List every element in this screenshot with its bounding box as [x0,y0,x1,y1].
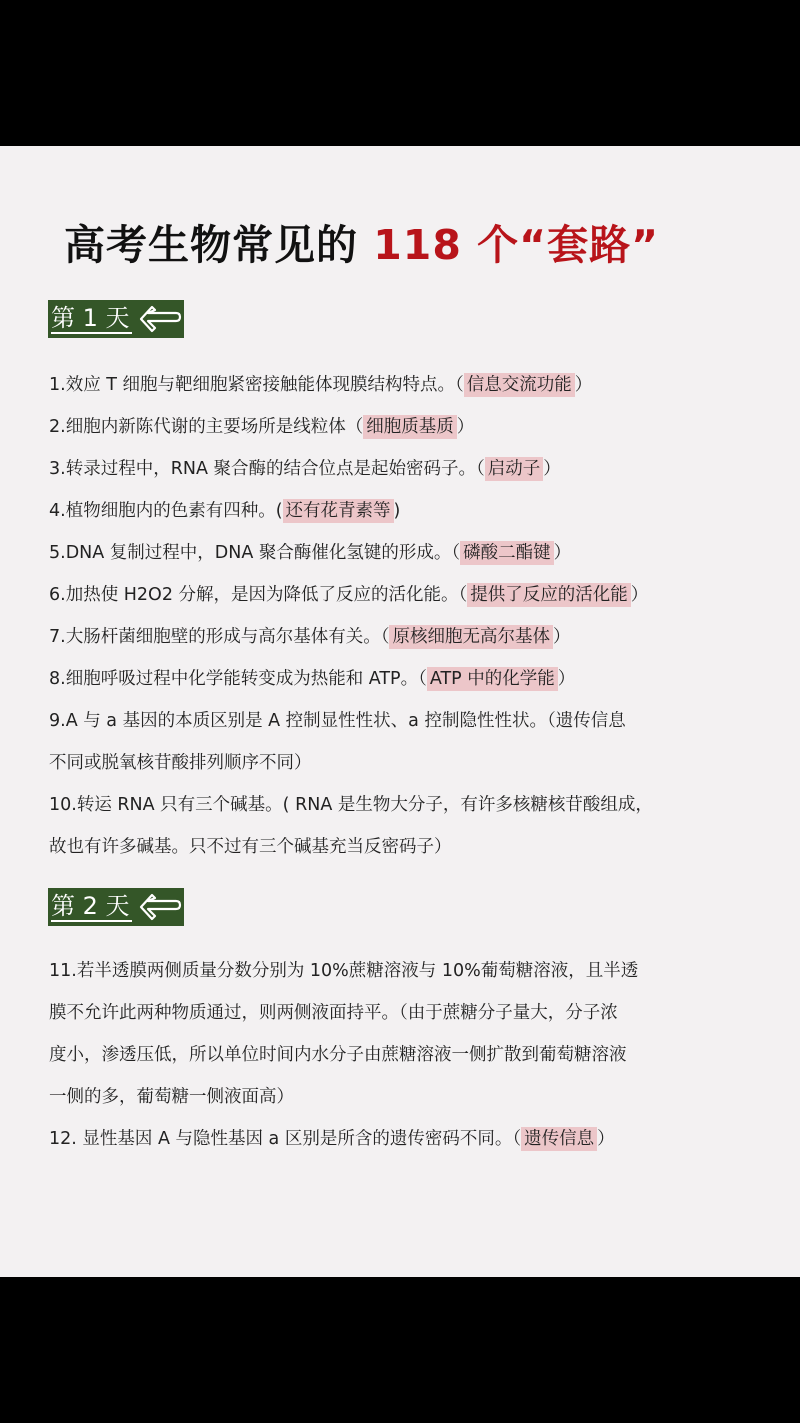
day-1-badge [48,300,184,338]
document-page [0,146,800,1277]
day-label: 第 1 天 [51,304,130,332]
highlight: 提供了反应的活化能 [467,583,631,607]
list-item: 5.DNA 复制过程中，DNA 聚合酶催化氢键的形成。（ 磷酸二酯键 ） [49,543,572,563]
arrow-left-icon [138,892,182,922]
list-item: 6.加热使 H2O2 分解，是因为降低了反应的活化能。（ 提供了反应的活化能 ） [49,585,649,605]
highlight: 原核细胞无高尔基体 [389,625,553,649]
page-title [64,212,659,271]
day-label: 第 2 天 [51,892,130,920]
highlight: 遗传信息 [521,1127,597,1151]
highlight: 信息交流功能 [464,373,575,397]
list-item: 4.植物细胞内的色素有四种。( 还有花青素等 ) [49,501,401,521]
list-item: 12. 显性基因 A 与隐性基因 a 区别是所含的遗传密码不同。（ 遗传信息 ） [49,1129,615,1149]
list-item: 一侧的多，葡萄糖一侧液面高） [49,1087,294,1107]
list-item: 9.A 与 a 基因的本质区别是 A 控制显性性状、a 控制隐性性状。（遗传信息 [49,711,626,731]
list-item: 度小，渗透压低，所以单位时间内水分子由蔗糖溶液一侧扩散到葡萄糖溶液 [49,1045,627,1065]
list-item: 2.细胞内新陈代谢的主要场所是线粒体（ 细胞质基质 ） [49,417,475,437]
arrow-left-icon [138,304,182,334]
highlight: 启动子 [485,457,544,481]
highlight: 细胞质基质 [363,415,457,439]
list-item: 膜不允许此两种物质通过，则两侧液面持平。（由于蔗糖分子量大，分子浓 [49,1003,618,1023]
day-2-badge [48,888,184,926]
list-item: 故也有许多碱基。只不过有三个碱基充当反密码子） [49,837,452,857]
highlight: ATP 中的化学能 [427,667,558,691]
list-item: 10.转运 RNA 只有三个碱基。( RNA 是生物大分子，有许多核糖核苷酸组成， [49,795,653,815]
list-item: 1.效应 T 细胞与靶细胞紧密接触能体现膜结构特点。（ 信息交流功能 ） [49,375,593,395]
list-item: 不同或脱氧核苷酸排列顺序不同） [49,753,312,773]
highlight: 磷酸二酯键 [460,541,554,565]
title-main: 高考生物常见的 [64,221,358,269]
list-item: 7.大肠杆菌细胞壁的形成与高尔基体有关。（ 原核细胞无高尔基体 ） [49,627,571,647]
list-item: 11.若半透膜两侧质量分数分别为 10%蔗糖溶液与 10%葡萄糖溶液，且半透 [49,961,639,981]
list-item: 8.细胞呼吸过程中化学能转变成为热能和 ATP。（ ATP 中的化学能 ） [49,669,576,689]
title-accent: 118 个“套路” [373,221,660,269]
list-item: 3.转录过程中，RNA 聚合酶的结合位点是起始密码子。（ 启动子 ） [49,459,561,479]
highlight: 还有花青素等 [283,499,394,523]
